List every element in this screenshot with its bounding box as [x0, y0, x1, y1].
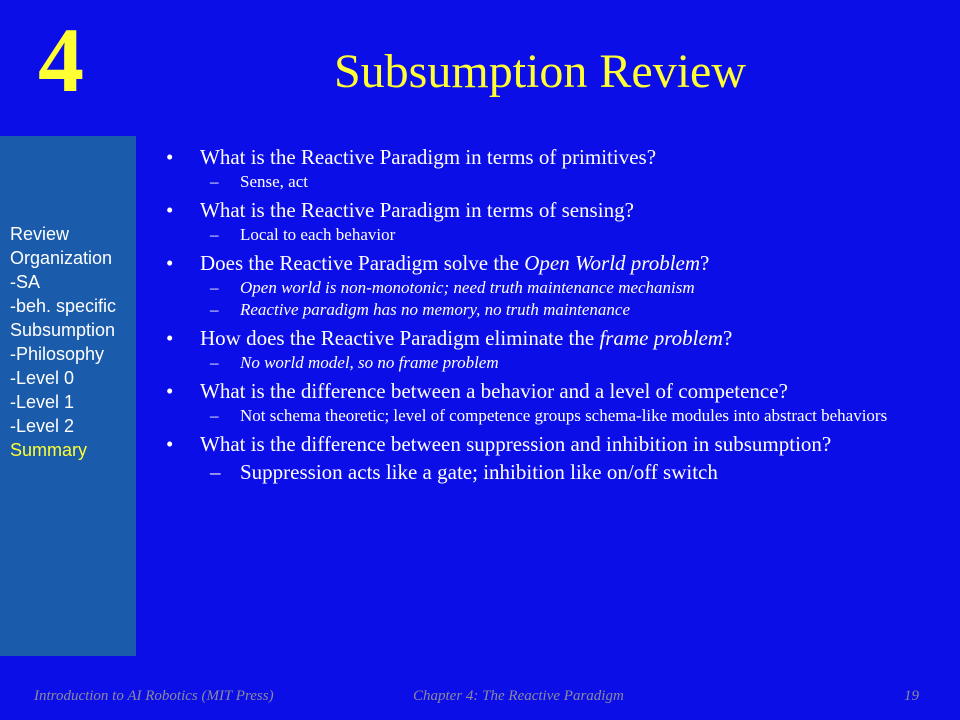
sidebar-item-organization: Organization [10, 248, 113, 268]
slide-content [166, 138, 936, 484]
answer-text: Suppression acts like a gate; inhibition like on/off switch [240, 460, 718, 484]
sidebar-item-level-2: -Level 2 [10, 416, 75, 436]
chapter-number: 4 [38, 9, 84, 111]
answer-primitives [166, 173, 936, 191]
dash-marker: – [210, 278, 219, 297]
question-text: What is the Reactive Paradigm in terms of sensing? [200, 198, 634, 222]
sidebar-panel [0, 136, 136, 656]
answer-text: Local to each behavior [240, 225, 396, 244]
dash-marker: – [210, 460, 221, 484]
answer-text: Reactive paradigm has no memory, no truth maintenance [240, 300, 630, 319]
question-text: How does the Reactive Paradigm eliminate the [200, 326, 600, 350]
answer-text: Sense, act [240, 172, 308, 191]
question-emphasis: Open World problem [524, 251, 701, 275]
question-text: What is the difference between a behavior and a level of competence? [200, 379, 788, 403]
question-frame-problem [166, 326, 936, 350]
answer-text: Open world is non-monotonic; need truth maintenance mechanism [240, 278, 695, 297]
question-text: What is the Reactive Paradigm in terms of primitives? [200, 145, 657, 169]
bullet-dot: • [166, 198, 174, 222]
sidebar-item-philosophy: -Philosophy [10, 344, 105, 364]
sidebar-item-level-0: -Level 0 [10, 368, 75, 388]
question-sensing [166, 198, 936, 222]
question-text: Does the Reactive Paradigm solve the [200, 251, 525, 275]
answer-text: Not schema theoretic; level of competence groups schema-like modules into abstract behaviors [240, 406, 888, 425]
footer-page-number: 19 [904, 688, 919, 704]
answer-sensing [166, 226, 936, 244]
sidebar-item-subsumption: Subsumption [10, 320, 116, 340]
bullet-dot: • [166, 432, 174, 456]
answer-text: No world model, so no frame problem [240, 353, 499, 372]
sidebar-item-beh-specific: -beh. specific [10, 296, 117, 316]
bullet-dot: • [166, 379, 174, 403]
question-end: ? [722, 326, 733, 350]
question-primitives [166, 145, 936, 169]
bullet-dot: • [166, 145, 174, 169]
slide-title: Subsumption Review [333, 45, 746, 98]
dash-marker: – [210, 225, 219, 244]
sidebar-item-summary: Summary [10, 440, 88, 460]
question-behavior-vs-level [166, 379, 936, 403]
dash-marker: – [210, 406, 219, 425]
answer-open-world-1 [166, 279, 936, 297]
sidebar-item-level-1: -Level 1 [10, 392, 75, 412]
sidebar-list [10, 222, 116, 462]
dash-marker: – [210, 353, 219, 372]
question-end: ? [700, 251, 710, 275]
question-text: What is the difference between suppression and inhibition in subsumption? [200, 432, 832, 456]
answer-suppression-inhibition [166, 460, 936, 484]
question-open-world [166, 251, 936, 275]
bullet-dot: • [166, 326, 174, 350]
bullet-dot: • [166, 251, 174, 275]
question-suppression-inhibition [166, 432, 936, 456]
sidebar-item-sa: -SA [10, 272, 41, 292]
footer-source: Introduction to AI Robotics (MIT Press) [34, 688, 274, 704]
answer-frame-problem [166, 354, 936, 372]
answer-open-world-2 [166, 301, 936, 319]
question-emphasis: frame problem [599, 326, 723, 350]
dash-marker: – [210, 172, 219, 191]
answer-behavior-vs-level [166, 407, 936, 425]
footer-chapter: Chapter 4: The Reactive Paradigm [413, 688, 624, 704]
dash-marker: – [210, 300, 219, 319]
sidebar-item-review: Review [10, 224, 70, 244]
